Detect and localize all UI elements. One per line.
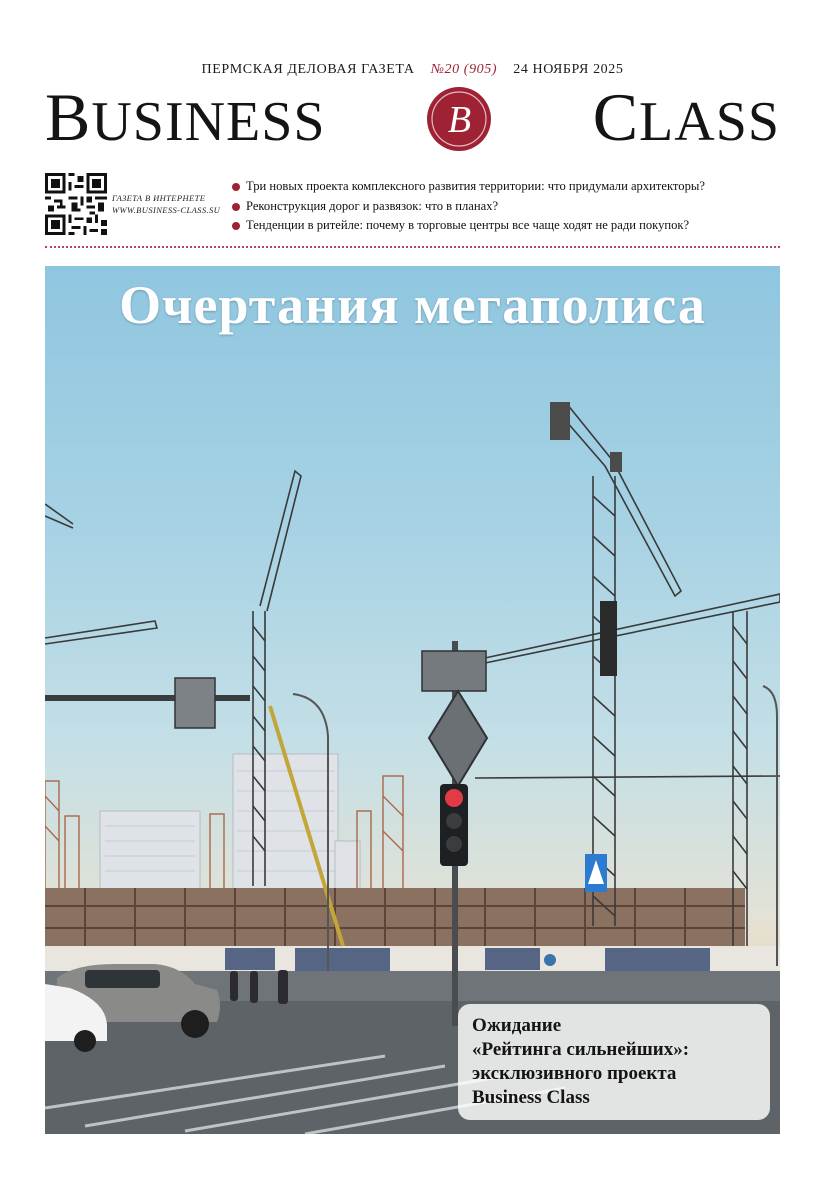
headline-item[interactable]: Реконструкция дорог и развязок: что в планах? [232,197,792,217]
teaser-line: эксклюзивного проекта [472,1063,677,1084]
bullet-icon [232,222,240,230]
teaser-line: «Рейтинга сильнейших»: [472,1039,690,1060]
issue-date: 24 НОЯБРЯ 2025 [513,62,624,77]
cover-teaser-box[interactable] [458,1004,770,1120]
headline-list [232,177,792,236]
bullet-icon [232,203,240,211]
issue-number: №20 (905) [430,62,498,77]
bullet-icon [232,183,240,191]
website-label: ГАЗЕТА В ИНТЕРНЕТЕ [112,193,206,203]
website-info [112,192,232,216]
headline-item[interactable]: Три новых проекта комплексного развития территории: что придумали архитекторы? [232,177,792,197]
cover-photo [45,266,780,1134]
masthead-word-business: BUSINESS [45,78,326,155]
teaser-line: Ожидание [472,1015,562,1036]
masthead [45,78,780,155]
headline-item[interactable]: Тенденции в ритейле: почему в торговые центры все чаще ходят не ради покупок? [232,216,792,236]
cover-title: Очертания мегаполиса [119,275,706,335]
qr-code-icon[interactable] [45,173,107,235]
svg-text:B: B [448,99,473,141]
masthead-word-class: CLASS [592,78,780,155]
website-url[interactable]: WWW.BUSINESS-CLASS.SU [112,205,221,215]
publication-name: ПЕРМСКАЯ ДЕЛОВАЯ ГАЗЕТА [201,62,415,77]
logo-b-icon [427,87,491,151]
teaser-line: Business Class [472,1087,590,1108]
dotted-divider [45,246,780,248]
